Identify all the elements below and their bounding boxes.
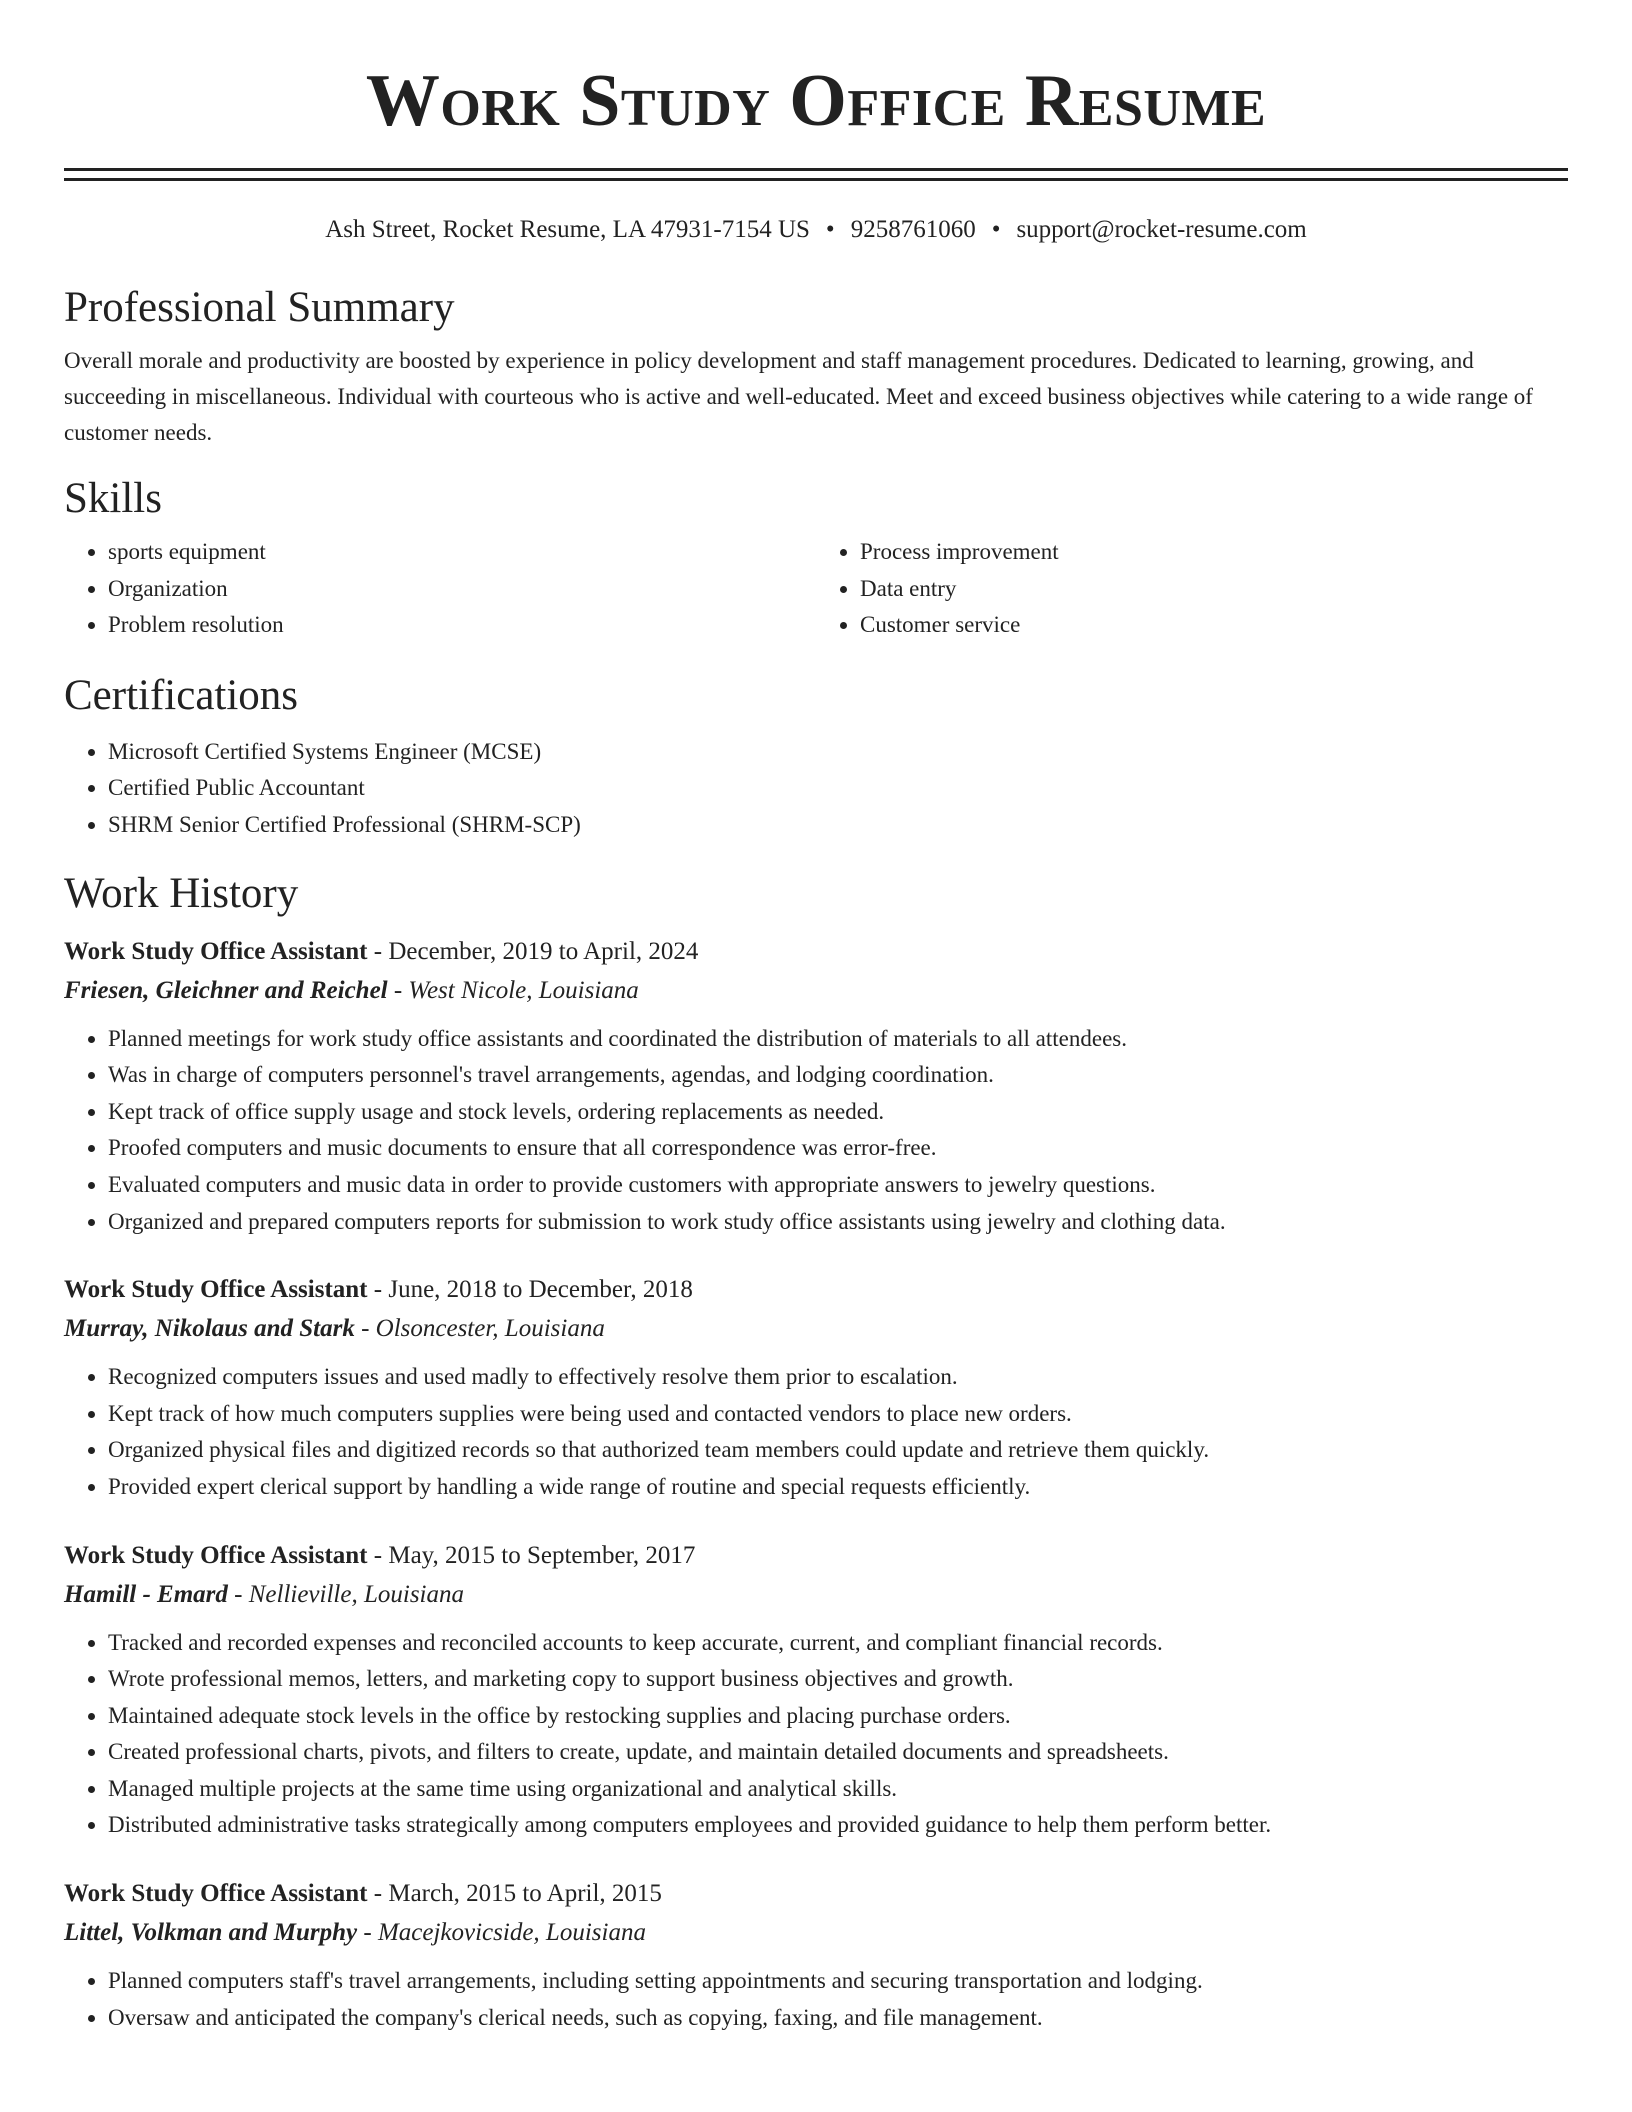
skill-item: • Organization — [108, 571, 816, 608]
certification-item: • Microsoft Certified Systems Engineer (MCSE) — [108, 734, 1568, 771]
job-company: Friesen, Gleichner and Reichel — [64, 976, 388, 1004]
job-duties — [64, 1359, 1568, 1505]
job-entry — [64, 1537, 1568, 1845]
job-company: Murray, Nikolaus and Stark — [64, 1315, 355, 1343]
job-company: Hamill - Emard — [64, 1580, 228, 1608]
job-title-line — [64, 933, 1568, 971]
job-company: Littel, Volkman and Murphy — [64, 1919, 358, 1947]
job-dates: - March, 2015 to April, 2015 — [367, 1880, 662, 1908]
contact-phone: 9258761060 — [850, 216, 976, 243]
job-dates: - June, 2018 to December, 2018 — [367, 1276, 693, 1304]
work-history-heading: Work History — [64, 869, 299, 917]
job-duty: • Kept track of how much computers supplies were being used and contacted vendors to place new orders. — [108, 1396, 1568, 1433]
job-company-line — [64, 1575, 1568, 1615]
contact-separator: • — [991, 216, 1001, 243]
job-title: Work Study Office Assistant — [64, 937, 368, 965]
job-title-line — [64, 1271, 1568, 1309]
job-duty: • Was in charge of computers personnel's travel arrangements, agendas, and lodging coordination. — [108, 1057, 1568, 1094]
contact-line — [64, 215, 1568, 245]
job-duty: • Created professional charts, pivots, and filters to create, update, and maintain detailed documents and spreadsheets. — [108, 1734, 1568, 1771]
skills-column-right — [816, 534, 1568, 644]
contact-separator: • — [825, 216, 835, 243]
job-duty: • Organized physical files and digitized records so that authorized team members could update and retrieve them quickly. — [108, 1432, 1568, 1469]
title-divider-top — [64, 168, 1568, 171]
job-duty: • Planned computers staff's travel arrangements, including setting appointments and securing transportation and lodging. — [108, 1963, 1568, 2000]
job-dates: - May, 2015 to September, 2017 — [367, 1541, 696, 1569]
skill-item: • Process improvement — [860, 534, 1568, 571]
job-duties — [64, 1021, 1568, 1241]
job-duty: • Maintained adequate stock levels in the office by restocking supplies and placing purchase orders. — [108, 1698, 1568, 1735]
job-duty: • Oversaw and anticipated the company's clerical needs, such as copying, faxing, and file management. — [108, 2000, 1568, 2037]
contact-email: support@rocket-resume.com — [1016, 216, 1307, 243]
skill-item: • Data entry — [860, 571, 1568, 608]
job-duties — [64, 1963, 1568, 2036]
job-duties — [64, 1625, 1568, 1845]
job-duty: • Tracked and recorded expenses and reconciled accounts to keep accurate, current, and compliant financial records. — [108, 1625, 1568, 1662]
job-duty: • Recognized computers issues and used madly to effectively resolve them prior to escalation. — [108, 1359, 1568, 1396]
job-location: - West Nicole, Louisiana — [387, 976, 639, 1004]
certification-item: • Certified Public Accountant — [108, 770, 1568, 807]
job-dates: - December, 2019 to April, 2024 — [367, 937, 699, 965]
certification-item: • SHRM Senior Certified Professional (SHRM-SCP) — [108, 807, 1568, 844]
title-divider-bottom — [64, 178, 1568, 181]
summary-text: Overall morale and productivity are boosted by experience in policy development and staff management procedures. Dedicated to learning, growing, and succeeding in miscellaneous. Individual with courteous who is active and well-educated. Meet and exceed business objectives while catering to a wide range of customer needs. — [64, 348, 1533, 445]
job-entry — [64, 1271, 1568, 1505]
job-location: - Macejkovicside, Louisiana — [357, 1919, 646, 1947]
resume-title: Work Study Office Resume — [365, 60, 1267, 142]
job-title-line — [64, 1537, 1568, 1575]
skills-column-left — [64, 534, 816, 644]
job-location: - Nellieville, Louisiana — [227, 1580, 464, 1608]
job-location: - Olsoncester, Louisiana — [354, 1315, 605, 1343]
resume-page — [64, 0, 1568, 2067]
certifications-heading: Certifications — [64, 671, 299, 719]
job-title-line — [64, 1875, 1568, 1913]
job-duty: • Organized and prepared computers reports for submission to work study office assistants using jewelry and clothing data. — [108, 1204, 1568, 1241]
job-title: Work Study Office Assistant — [64, 1541, 368, 1569]
skills-list — [64, 534, 1568, 644]
skill-item: • Customer service — [860, 607, 1568, 644]
job-title: Work Study Office Assistant — [64, 1880, 368, 1908]
job-duty: • Managed multiple projects at the same time using organizational and analytical skills. — [108, 1771, 1568, 1808]
job-duty: • Provided expert clerical support by handling a wide range of routine and special requests efficiently. — [108, 1469, 1568, 1506]
skills-heading: Skills — [64, 475, 162, 522]
job-company-line — [64, 1309, 1568, 1349]
job-entry — [64, 1875, 1568, 2036]
summary-heading: Professional Summary — [64, 284, 455, 331]
job-duty: • Planned meetings for work study office assistants and coordinated the distribution of materials to all attendees. — [108, 1021, 1568, 1058]
job-company-line — [64, 1913, 1568, 1953]
contact-address: Ash Street, Rocket Resume, LA 47931-7154 US — [325, 216, 810, 243]
job-company-line — [64, 971, 1568, 1011]
job-duty: • Kept track of office supply usage and stock levels, ordering replacements as needed. — [108, 1094, 1568, 1131]
job-entry — [64, 933, 1568, 1241]
skill-item: • Problem resolution — [108, 607, 816, 644]
job-duty: • Proofed computers and music documents to ensure that all correspondence was error-free. — [108, 1130, 1568, 1167]
job-duty: • Evaluated computers and music data in order to provide customers with appropriate answers to jewelry questions. — [108, 1167, 1568, 1204]
job-duty: • Distributed administrative tasks strategically among computers employees and provided guidance to help them perform better. — [108, 1807, 1568, 1844]
job-title: Work Study Office Assistant — [64, 1276, 368, 1304]
job-duty: • Wrote professional memos, letters, and marketing copy to support business objectives and growth. — [108, 1661, 1568, 1698]
skill-item: • sports equipment — [108, 534, 816, 571]
certifications-list — [64, 734, 1568, 844]
